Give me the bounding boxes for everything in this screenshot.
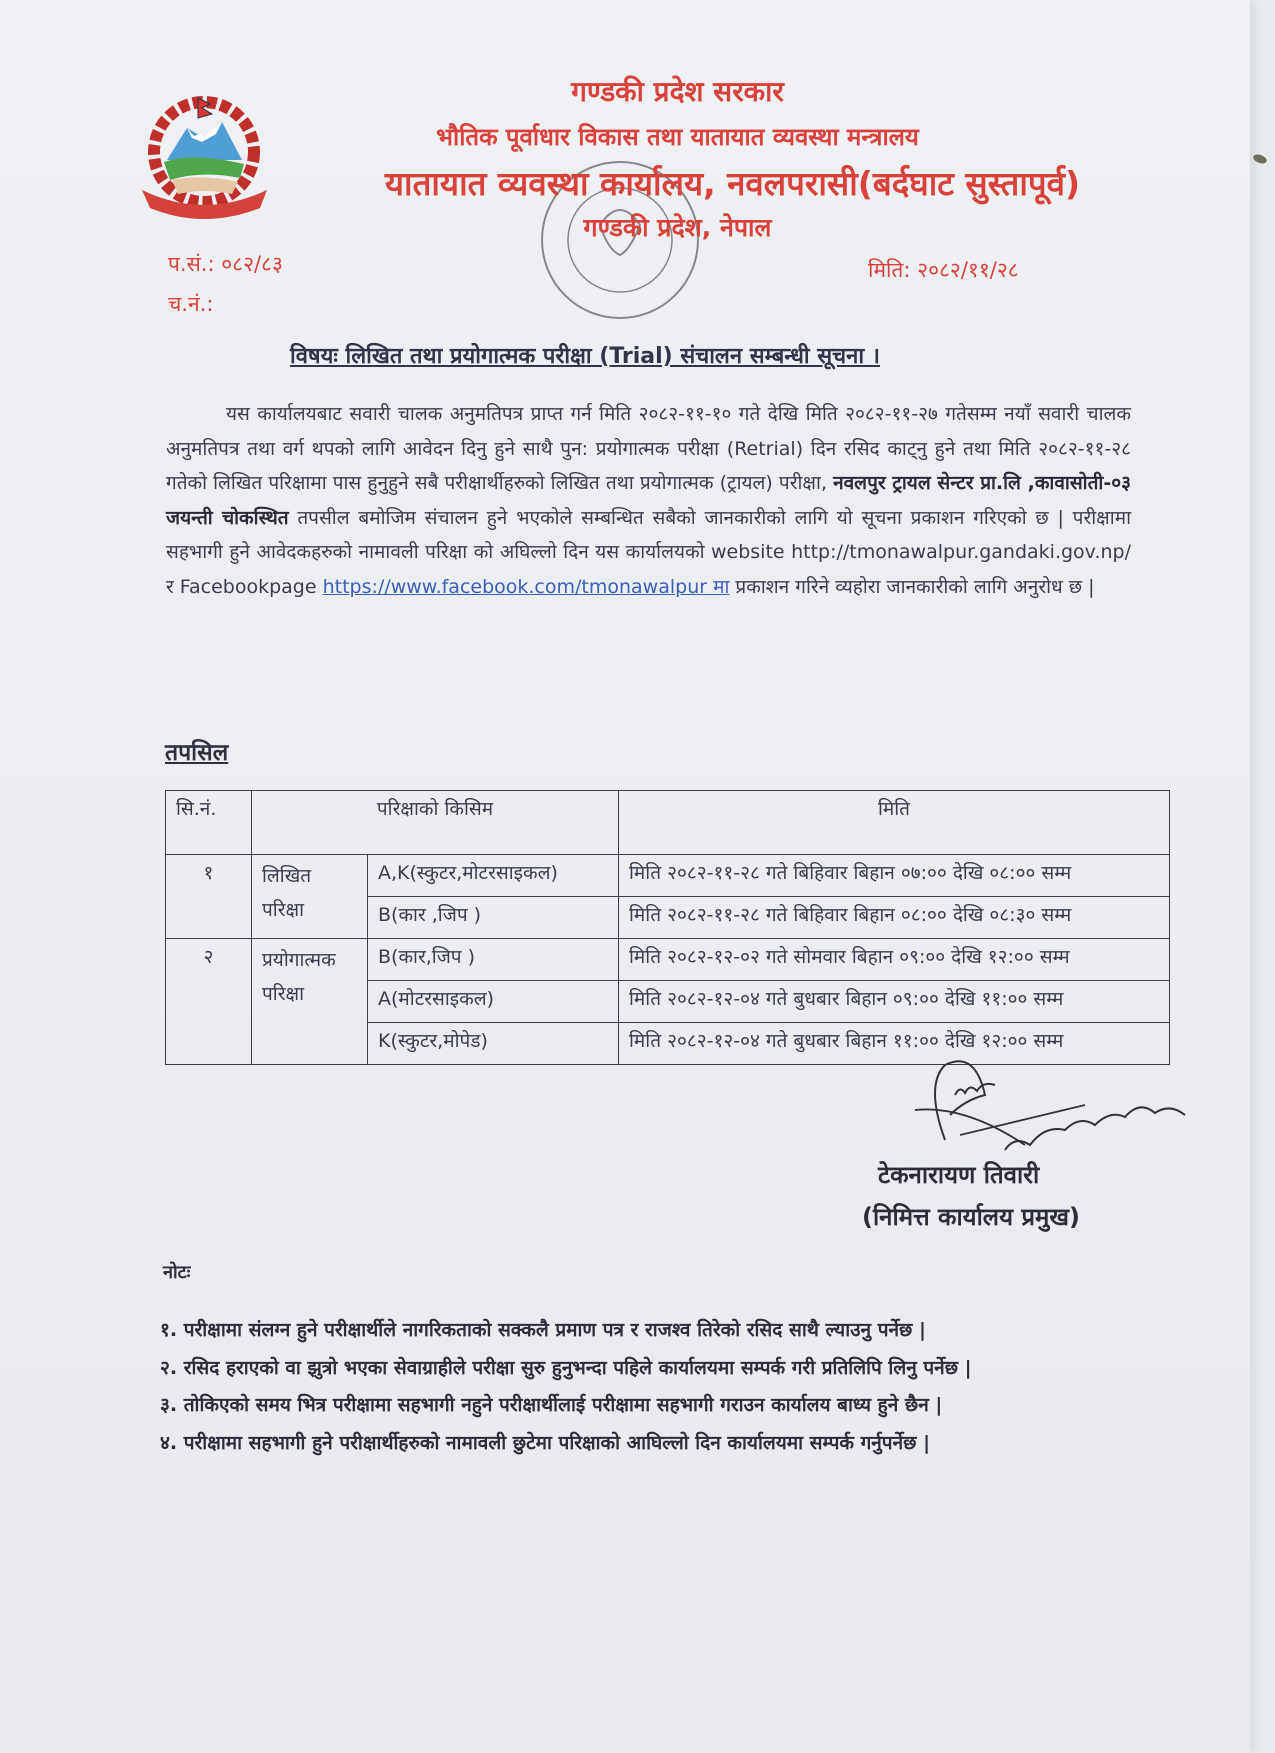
- signatory-title: (निमित्त कार्यालय प्रमुख): [862, 1203, 1080, 1231]
- header-exam-type: परिक्षाको किसिम: [252, 791, 619, 855]
- datetime-cell: मिति २०८२-११-२८ गते बिहिवार बिहान ०७:०० देखि ०८:०० सम्म: [619, 855, 1170, 897]
- header-serial: सि.नं.: [166, 791, 252, 855]
- schedule-title: तपसिल: [165, 740, 229, 766]
- note-item: १. परीक्षामा संलग्न हुने परीक्षार्थीले नागरिकताको सक्कलै प्रमाण पत्र र राजश्व तिरेको रसिद साथै ल्याउनु पर्नेछ |: [160, 1319, 926, 1341]
- issue-date: मिति: २०८२/११/२८: [868, 258, 1019, 282]
- notes-list: [160, 1312, 972, 1462]
- datetime-cell: मिति २०८२-११-२८ गते बिहिवार बिहान ०८:०० देखि ०८:३० सम्म: [619, 897, 1170, 939]
- reference-number: प.सं.: ०८२/८३: [168, 252, 283, 276]
- datetime-cell: मिति २०८२-१२-०४ गते बुधबार बिहान ०९:०० देखि ११:०० सम्म: [619, 981, 1170, 1023]
- subject-line: विषयः लिखित तथा प्रयोगात्मक परीक्षा (Trial) संचालन सम्बन्धी सूचना ।: [290, 344, 881, 369]
- office-name: यातायात व्यवस्था कार्यालय, नवलपरासी(बर्दघाट सुस्तापूर्व): [384, 164, 1081, 203]
- category-cell: A,K(स्कुटर,मोटरसाइकल): [368, 855, 619, 897]
- table-row: [166, 855, 1170, 897]
- facebook-link[interactable]: https://www.facebook.com/tmonawalpur मा: [322, 575, 730, 598]
- exam-kind-cell: प्रयोगात्मक परिक्षा: [252, 939, 368, 1065]
- category-cell: A(मोटरसाइकल): [368, 981, 619, 1023]
- signature-icon: [905, 1055, 1205, 1165]
- body-text-2: तपसील बमोजिम संचालन हुने भएकोले सम्बन्धित सबैको जानकारीको लागि यो सूचना प्रकाशन गरिएको छ | परीक्षामा सहभागी हुने आवेदकहरुको नामावली परिक्षा को अघिल्लो दिन यस कार्यालयको website http://tmonawalpur.gandaki.gov.np/ र Facebookpage: [166, 506, 1131, 598]
- body-text-3: प्रकाशन गरिने व्यहोरा जानकारीको लागि अनुरोध छ |: [729, 575, 1095, 598]
- ministry-name: भौतिक पूर्वाधार विकास तथा यातायात व्यवस्था मन्त्रालय: [436, 123, 919, 151]
- category-cell: B(कार,जिप ): [368, 939, 619, 981]
- category-cell: B(कार ,जिप ): [368, 897, 619, 939]
- schedule-table: [165, 790, 1170, 1065]
- note-item: ४. परीक्षामा सहभागी हुने परीक्षार्थीहरुको नामावली छुटेमा परिक्षाको आघिल्लो दिन कार्यालयमा सम्पर्क गर्नुपर्नेछ |: [160, 1431, 931, 1454]
- note-item: २. रसिद हराएको वा झुत्रो भएका सेवाग्राहीले परीक्षा सुरु हुनुभन्दा पहिले कार्यालयमा सम्पर्क गरी प्रतिलिपि लिनु पर्नेछ |: [160, 1356, 972, 1379]
- government-name: गण्डकी प्रदेश सरकार: [571, 75, 784, 108]
- notice-body: [166, 397, 1131, 604]
- datetime-cell: मिति २०८२-१२-०४ गते बुधबार बिहान ११:०० देखि १२:०० सम्म: [619, 1023, 1170, 1065]
- body-text-1: यस कार्यालयबाट सवारी चालक अनुमतिपत्र प्राप्त गर्न मिति २०८२-११-१० गते देखि मिति २०८२-११-२७ गतेसम्म नयाँ सवारी चालक अनुमतिपत्र तथा वर्ग थपको लागि आवेदन दिनु हुने साथै पुन: प्रयोगात्मक परीक्षा (Retrial) दिन रसिद काट्नु हुने तथा मिति २०८२-११-२८ गतेको लिखित परिक्षामा पास हुनुहुने सबै परीक्षार्थीहरुको लिखित तथा प्रयोगात्मक (ट्रायल) परीक्षा,: [166, 403, 1131, 494]
- serial-cell: २: [166, 939, 252, 1065]
- notes-heading: नोटः: [163, 1262, 191, 1283]
- header-date: मिति: [619, 791, 1170, 855]
- venue-text: नवलपुर ट्रायल सेन्टर प्रा.लि ,कावासोती-०३ जयन्ती चोकस्थित: [166, 472, 1131, 529]
- signatory-name: टेकनारायण तिवारी: [878, 1161, 1040, 1189]
- table-row: [166, 939, 1170, 981]
- serial-cell: १: [166, 855, 252, 939]
- province-name: गण्डकी प्रदेश, नेपाल: [583, 213, 772, 242]
- table-header-row: [166, 791, 1170, 855]
- datetime-cell: मिति २०८२-१२-०२ गते सोमवार बिहान ०९:०० देखि १२:०० सम्म: [619, 939, 1170, 981]
- exam-kind-cell: लिखित परिक्षा: [252, 855, 368, 939]
- dispatch-number: च.नं.:: [168, 292, 214, 316]
- note-item: ३. तोकिएको समय भित्र परीक्षामा सहभागी नहुने परीक्षार्थीलाई परीक्षामा सहभागी गराउन कार्यालय बाध्य हुने छैन |: [160, 1394, 943, 1416]
- category-cell: K(स्कुटर,मोपेड): [368, 1023, 619, 1065]
